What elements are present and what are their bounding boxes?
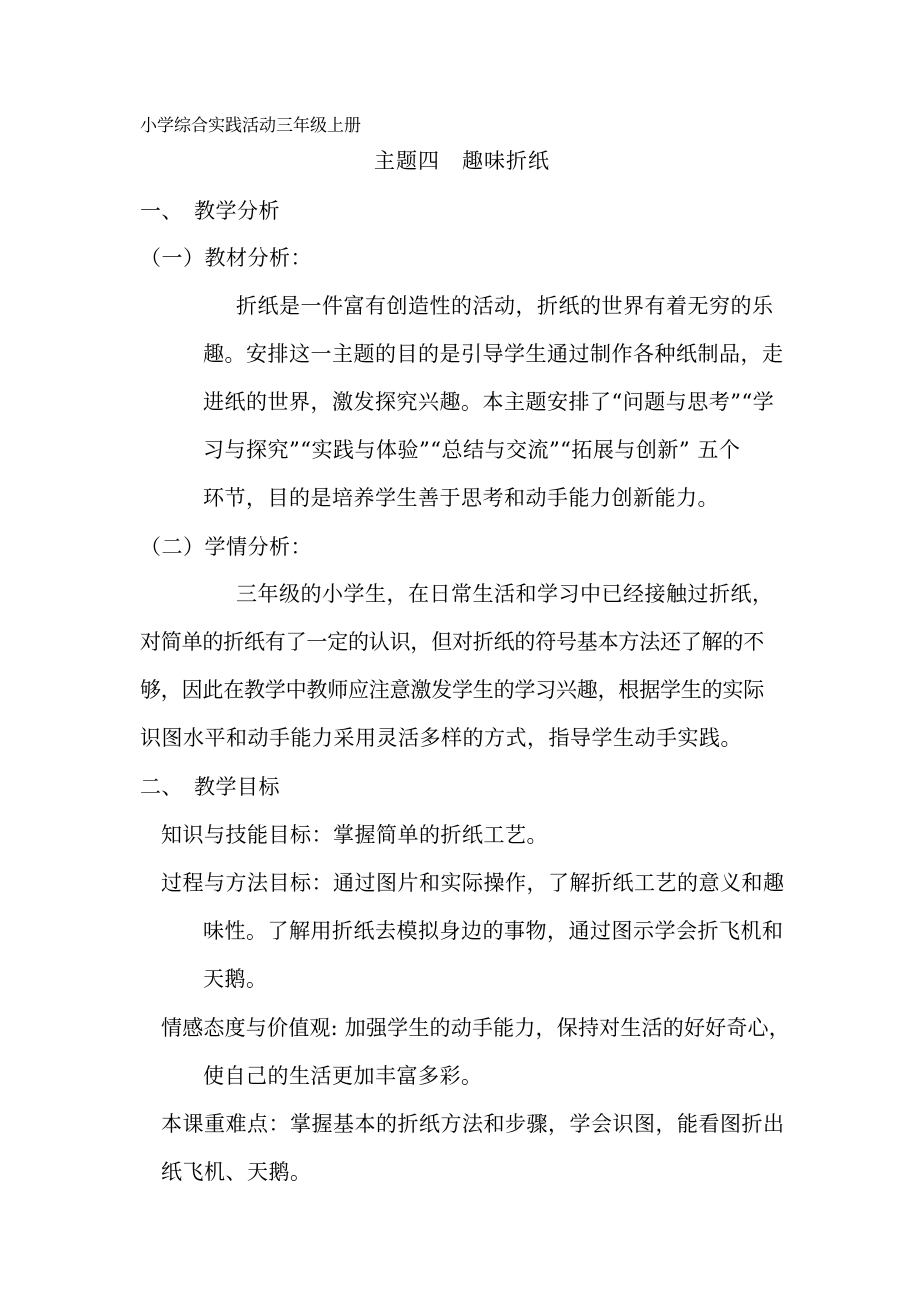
- paragraph-line: 够，因此在教学中教师应注意激发学生的学习兴趣，根据学生的实际: [140, 678, 764, 702]
- section-heading-objectives: 二、 教学目标: [140, 775, 280, 799]
- objective-knowledge: 知识与技能目标：掌握简单的折纸工艺。: [161, 823, 548, 847]
- paragraph-line: 折纸是一件富有创造性的活动，折纸的世界有着无穷的乐: [236, 294, 774, 318]
- paragraph-line: 对简单的折纸有了一定的认识，但对折纸的符号基本方法还了解的不: [140, 630, 764, 654]
- paragraph-line: 习与探究”“实践与体验”“总结与交流”“拓展与创新” 五个: [203, 438, 741, 462]
- objective-emotion-line: 使自己的生活更加丰富多彩。: [203, 1064, 483, 1088]
- objective-process-line: 味性。了解用折纸去模拟身边的事物，通过图示学会折飞机和: [203, 919, 784, 943]
- document-header: 小学综合实践活动三年级上册: [140, 116, 361, 136]
- objective-process-line: 天鹅。: [203, 967, 268, 991]
- paragraph-line: 三年级的小学生，在日常生活和学习中已经接触过折纸，: [236, 582, 774, 606]
- paragraph-line: 环节，目的是培养学生善于思考和动手能力创新能力。: [203, 486, 719, 510]
- paragraph-line: 进纸的世界，激发探究兴趣。本主题安排了“问题与思考”“学: [203, 390, 775, 414]
- paragraph-line: 识图水平和动手能力采用灵活多样的方式，指导学生动手实践。: [140, 726, 742, 750]
- objective-process-line: 过程与方法目标：通过图片和实际操作，了解折纸工艺的意义和趣: [161, 871, 785, 895]
- subsection-heading-material: （一）教材分析：: [140, 246, 312, 270]
- document-title: 主题四 趣味折纸: [374, 149, 550, 173]
- section-heading-analysis: 一、 教学分析: [140, 199, 280, 223]
- key-difficulty-line: 本课重难点：掌握基本的折纸方法和步骤，学会识图，能看图折出: [161, 1112, 785, 1136]
- paragraph-line: 趣。安排这一主题的目的是引导学生通过制作各种纸制品，走: [203, 342, 784, 366]
- subsection-heading-learner: （二）学情分析：: [140, 535, 312, 559]
- key-difficulty-line: 纸飞机、天鹅。: [161, 1160, 312, 1184]
- objective-emotion-line: 情感态度与价值观: 加强学生的动手能力，保持对生活的好好奇心，: [161, 1016, 790, 1040]
